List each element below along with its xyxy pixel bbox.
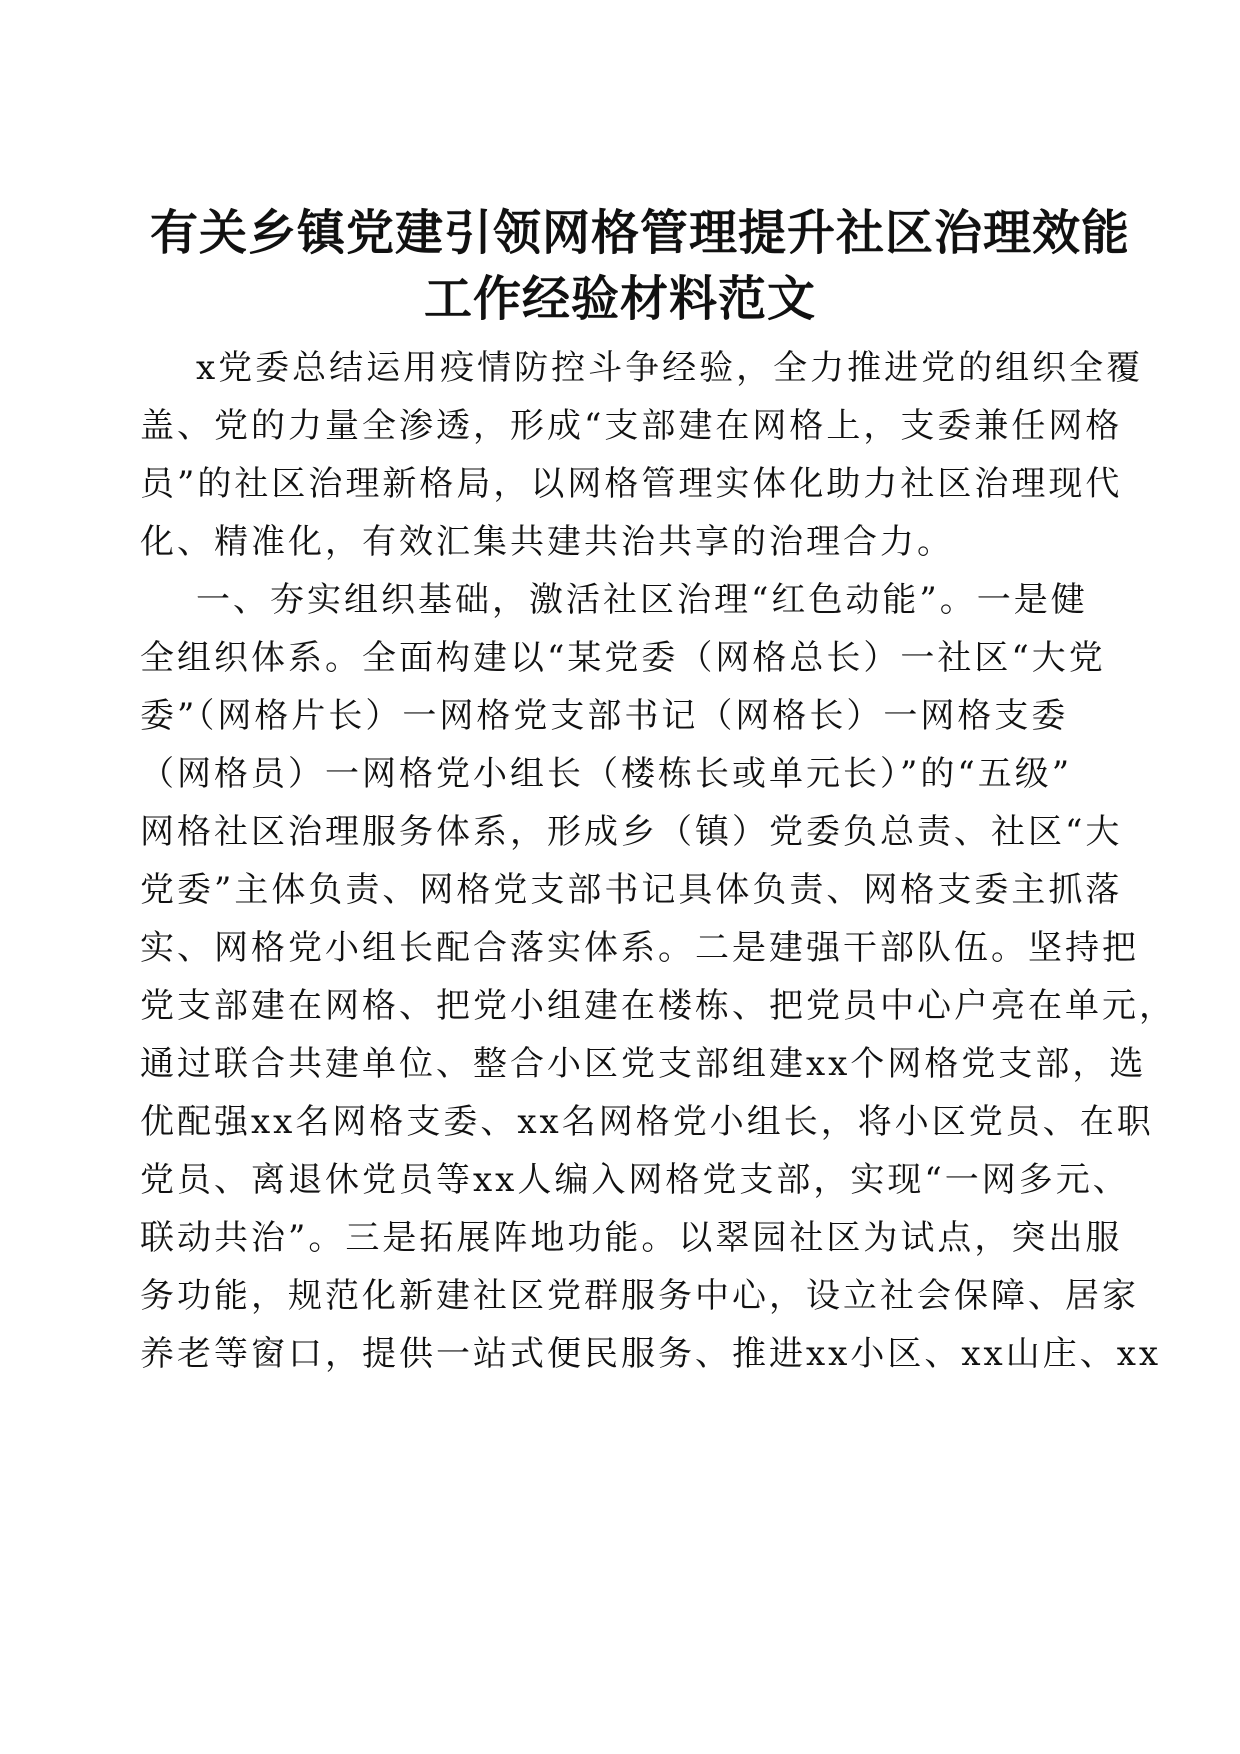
body-line-6: 全组织体系。全面构建以“某党委（网格总长）一社区“大党 (140, 638, 1106, 678)
body-line-5: 一、夯实组织基础，激活社区治理“红色动能”。一是健 (196, 580, 1088, 620)
body-line-3: 员”的社区治理新格局，以网格管理实体化助力社区治理现代 (140, 464, 1123, 504)
body-line-14: 优配强xx名网格支委、xx名网格党小组长，将小区党员、在职 (140, 1102, 1154, 1142)
body-line-17: 务功能，规范化新建社区党群服务中心，设立社会保障、居家 (140, 1276, 1139, 1316)
body-line-9: 网格社区治理服务体系，形成乡（镇）党委负总责、社区“大 (140, 812, 1123, 852)
body-line-4: 化、精准化，有效汇集共建共治共享的治理合力。 (140, 522, 954, 562)
body-line-7: 委”（网格片长）一网格党支部书记（网格长）一网格支委 (140, 696, 1069, 736)
body-line-1: x党委总结运用疫情防控斗争经验，全力推进党的组织全覆 (196, 348, 1144, 388)
body-line-11: 实、网格党小组长配合落实体系。二是建强干部队伍。坚持把 (140, 928, 1139, 968)
body-line-10: 党委”主体负责、网格党支部书记具体负责、网格支委主抓落 (140, 870, 1123, 910)
body-line-13: 通过联合共建单位、整合小区党支部组建xx个网格党支部，选 (140, 1044, 1147, 1084)
body-line-18: 养老等窗口，提供一站式便民服务、推进xx小区、xx山庄、xx (140, 1334, 1162, 1374)
body-line-12: 党支部建在网格、把党小组建在楼栋、把党员中心户亮在单元， (140, 986, 1176, 1026)
body-line-15: 党员、离退休党员等xx人编入网格党支部，实现“一网多元、 (140, 1160, 1130, 1200)
body-line-2: 盖、党的力量全渗透，形成“支部建在网格上，支委兼任网格 (140, 406, 1123, 446)
document-title-line-1: 有关乡镇党建引领网格管理提升社区治理效能 (150, 205, 1131, 261)
body-line-16: 联动共治”。三是拓展阵地功能。以翠园社区为试点，突出服 (140, 1218, 1123, 1258)
document-title-line-2: 工作经验材料范文 (423, 271, 816, 327)
body-line-8: （网格员）一网格党小组长（楼栋长或单元长）”的“五级” (140, 754, 1073, 794)
